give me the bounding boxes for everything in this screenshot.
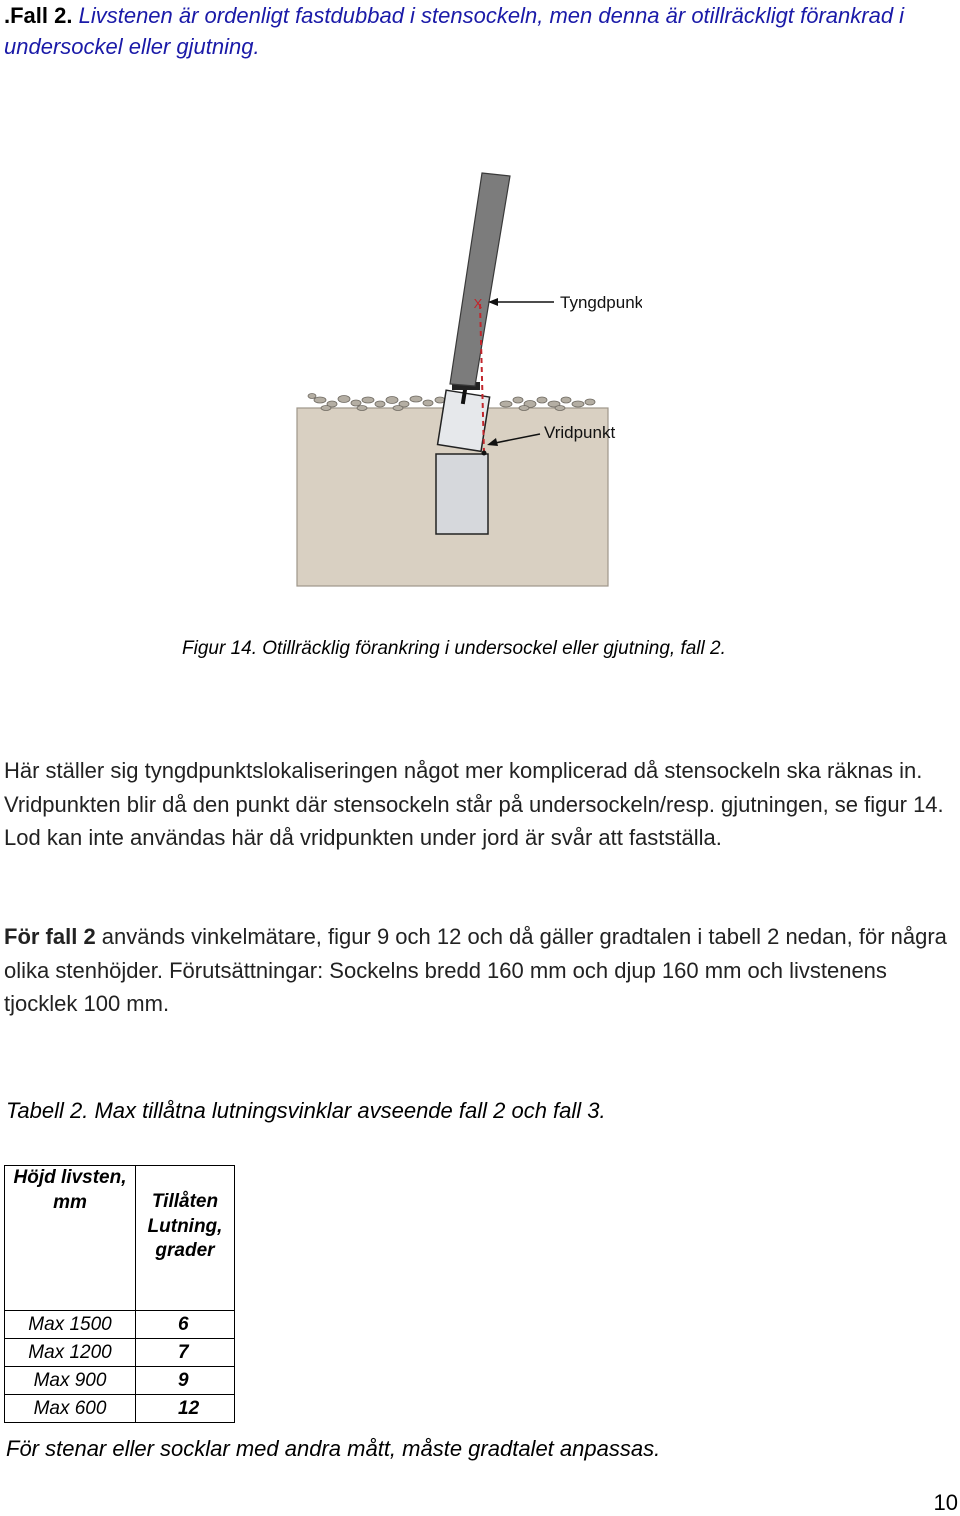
vridpunkt-label: Vridpunkt [544, 423, 616, 442]
cell-angle: 6 [136, 1311, 235, 1339]
cell-angle: 12 [136, 1395, 235, 1423]
table-row [5, 1395, 235, 1423]
heading-case-label: .Fall 2. [4, 3, 73, 28]
pivot-point [482, 451, 487, 456]
header-allowed-tilt: Tillåten Lutning, grader [136, 1166, 235, 1311]
table-row [5, 1367, 235, 1395]
paragraph-angle-meter [4, 920, 954, 1021]
table-header-row [5, 1166, 235, 1311]
section-heading [4, 0, 944, 62]
header-stone-height: Höjd livsten, mm [5, 1166, 136, 1311]
paragraph-case-label: För fall 2 [4, 924, 96, 949]
cell-angle: 9 [136, 1367, 235, 1395]
cell-height: Max 1500 [5, 1311, 136, 1339]
cell-height: Max 600 [5, 1395, 136, 1423]
footer-note: För stenar eller socklar med andra mått, måste gradtalet anpassas. [6, 1436, 661, 1461]
center-of-gravity-marker: X [473, 296, 483, 311]
tilted-stone-illustration [292, 168, 642, 600]
max-angle-table [4, 1165, 235, 1423]
tyngdpunkt-label: Tyngdpunkt [560, 293, 642, 312]
page-number: 10 [933, 1490, 958, 1515]
tilted-gravestone [450, 173, 510, 386]
cell-height: Max 900 [5, 1367, 136, 1395]
paragraph-angle-meter-text: används vinkelmätare, figur 9 och 12 och då gäller gradtalen i tabell 2 nedan, för några olika stenhöjder. Förutsättningar: Sockelns bredd 160 mm och djup 160 mm och livstenens tjocklek 100 mm. [4, 924, 947, 1016]
heading-description: Livstenen är ordenligt fastdubbad i stensockeln, men denna är otillräckligt förankrad i undersockel eller gjutning. [4, 3, 905, 59]
paragraph-pivot-explanation: Här ställer sig tyngdpunktslokaliseringen något mer komplicerad då stensockeln ska räknas in. Vridpunkten blir då den punkt där stensockeln står på undersockeln/resp. gjutningen, se figur 14. Lod kan inte användas här då vridpunkten under jord är svår att fastställa. [4, 758, 944, 850]
cell-angle: 7 [136, 1339, 235, 1367]
table-row [5, 1311, 235, 1339]
figure-caption: Figur 14. Otillräcklig förankring i undersockel eller gjutning, fall 2. [182, 638, 726, 659]
lower-foundation [436, 454, 488, 534]
figure-14 [292, 168, 642, 600]
table-caption: Tabell 2. Max tillåtna lutningsvinklar avseende fall 2 och fall 3. [6, 1098, 606, 1123]
table-row [5, 1339, 235, 1367]
cell-height: Max 1200 [5, 1339, 136, 1367]
